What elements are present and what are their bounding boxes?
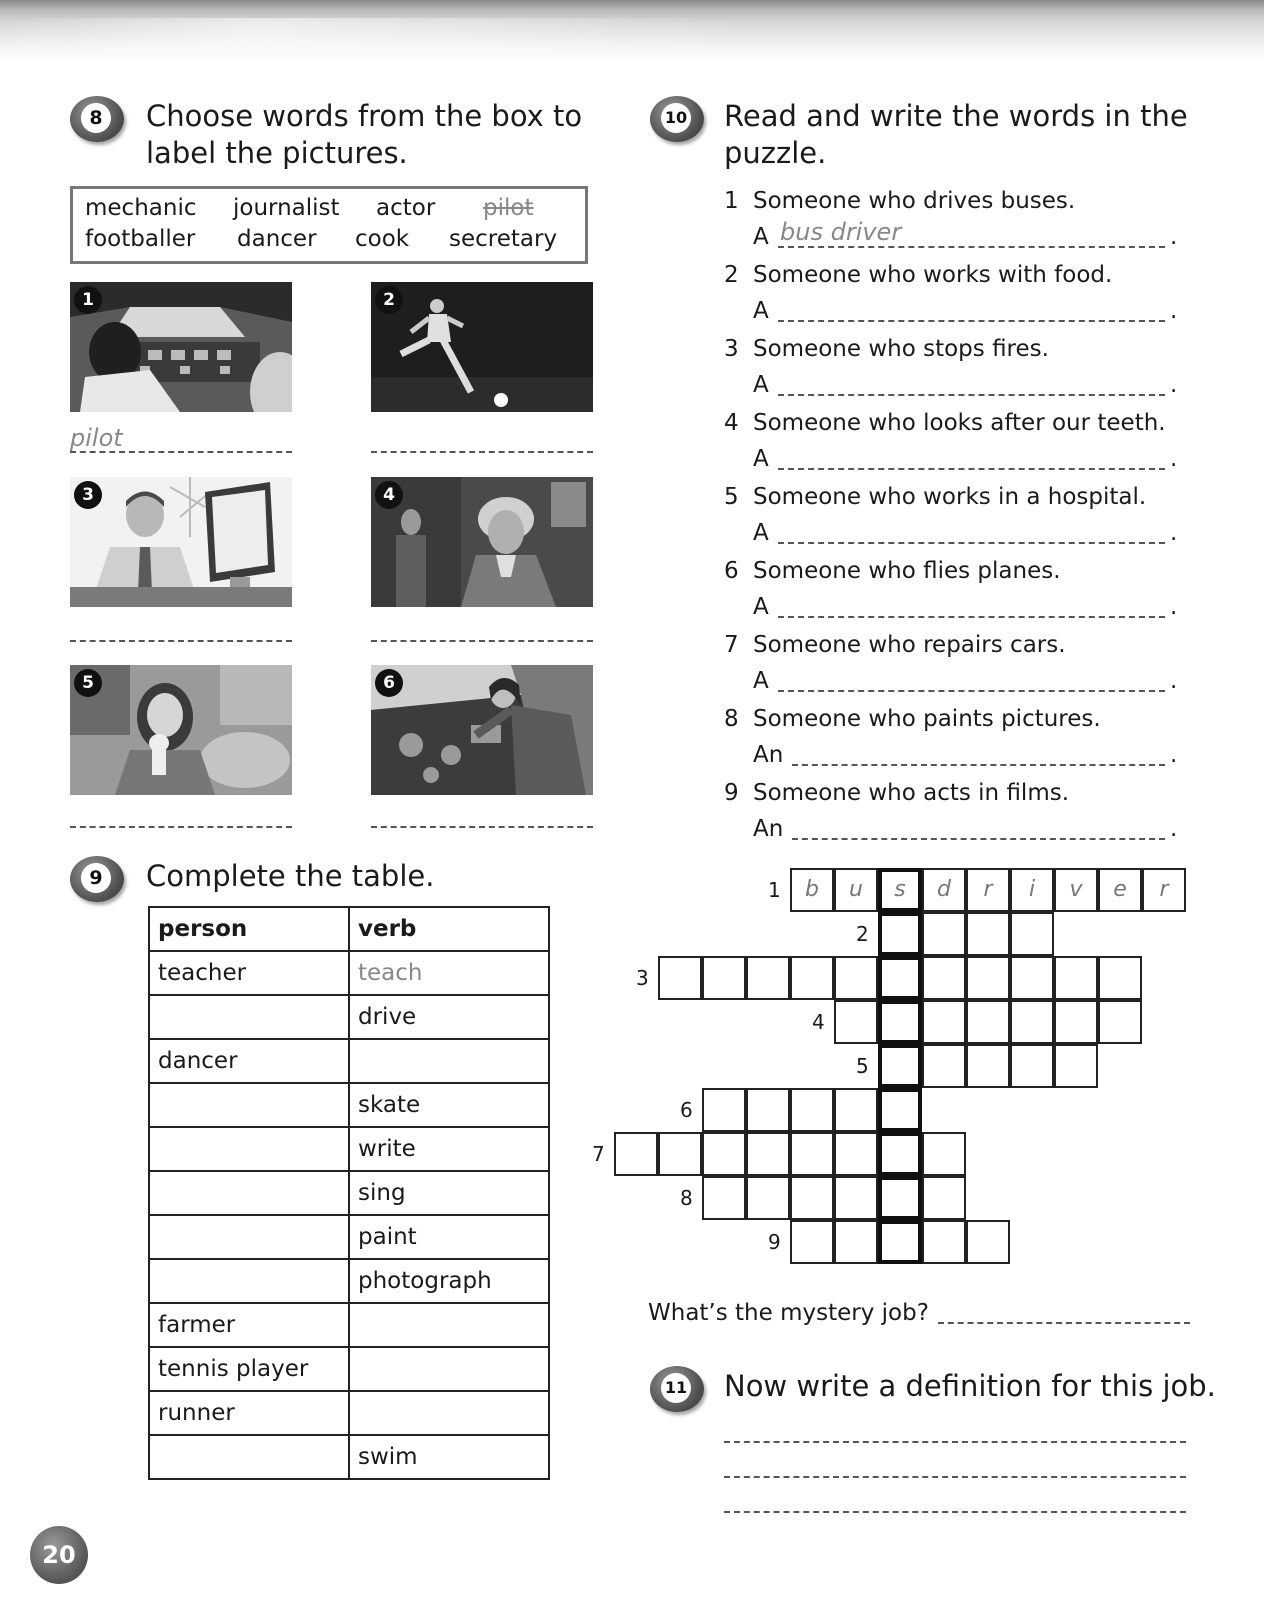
table-cell-verb: skate <box>349 1083 549 1127</box>
crossword-cell[interactable]: r <box>1142 868 1186 912</box>
crossword-cell[interactable] <box>922 1000 966 1044</box>
exercise-9-number: 9 <box>81 863 111 893</box>
clue-article: A <box>753 372 769 398</box>
photo-2-illustration <box>371 282 593 412</box>
clue-text: Someone who looks after our teeth. <box>753 410 1166 436</box>
clue-number: 6 <box>724 558 739 584</box>
photo-5-answer-line[interactable] <box>70 826 292 828</box>
crossword-cell[interactable] <box>746 1176 790 1220</box>
table-cell-person[interactable] <box>149 1259 349 1303</box>
exercise-10-heading <box>724 98 1188 172</box>
crossword-cell[interactable] <box>702 956 746 1000</box>
table-row <box>149 1347 549 1391</box>
table-cell-person[interactable] <box>149 1215 349 1259</box>
table-cell-person: teacher <box>149 951 349 995</box>
word-footballer: footballer <box>85 226 196 252</box>
definition-line-3[interactable] <box>724 1511 1186 1513</box>
photo-1-answer-line[interactable] <box>70 451 292 453</box>
mystery-letter-cell[interactable] <box>878 912 922 956</box>
table-cell-person[interactable] <box>149 1127 349 1171</box>
table-row <box>149 1435 549 1479</box>
photo-2-footballer <box>371 282 593 412</box>
mystery-letter-cell[interactable] <box>878 1220 922 1264</box>
crossword-cell[interactable] <box>790 1220 834 1264</box>
exercise-10-instruction-line2: puzzle. <box>724 136 827 170</box>
clue-number: 1 <box>724 188 739 214</box>
table-row <box>149 1391 549 1435</box>
definition-line-2[interactable] <box>724 1476 1186 1478</box>
crossword-clue-number: 3 <box>636 966 649 990</box>
clue-full-stop: . <box>1170 446 1178 472</box>
clue-full-stop: . <box>1170 594 1178 620</box>
mystery-letter-cell[interactable] <box>878 1088 922 1132</box>
table-row <box>149 1083 549 1127</box>
clue-answer-line[interactable] <box>778 542 1165 544</box>
table-row <box>149 1127 549 1171</box>
table-row <box>149 1259 549 1303</box>
clue-number: 4 <box>724 410 739 436</box>
mystery-letter-cell[interactable] <box>878 1176 922 1220</box>
clue-number: 3 <box>724 336 739 362</box>
crossword-cell[interactable] <box>834 1132 878 1176</box>
photo-3-illustration <box>70 477 292 607</box>
table-cell-person[interactable] <box>149 1171 349 1215</box>
clue-full-stop: . <box>1170 816 1178 842</box>
mystery-letter-cell[interactable] <box>878 956 922 1000</box>
photo-4-answer-line[interactable] <box>371 640 593 642</box>
table-cell-verb[interactable] <box>349 1303 549 1347</box>
clue-article: A <box>753 298 769 324</box>
exercise-9-instruction: Complete the table. <box>146 859 435 893</box>
photo-2-answer-line[interactable] <box>371 451 593 453</box>
crossword-cell[interactable] <box>746 956 790 1000</box>
crossword-cell[interactable] <box>1098 1000 1142 1044</box>
crossword-cell[interactable] <box>702 1088 746 1132</box>
crossword-cell[interactable] <box>702 1132 746 1176</box>
mystery-letter-cell[interactable]: s <box>878 868 922 912</box>
table-cell-verb[interactable] <box>349 1347 549 1391</box>
crossword-cell[interactable] <box>790 1176 834 1220</box>
photo-6-number: 6 <box>375 669 403 697</box>
table-cell-verb[interactable] <box>349 1039 549 1083</box>
crossword-cell[interactable] <box>702 1176 746 1220</box>
clue-answer-line[interactable] <box>778 468 1165 470</box>
crossword-cell[interactable] <box>834 956 878 1000</box>
crossword-clue-number: 1 <box>768 878 781 902</box>
crossword-cell[interactable] <box>966 956 1010 1000</box>
crossword-cell[interactable] <box>1054 1044 1098 1088</box>
mystery-job-answer-line[interactable] <box>938 1322 1190 1324</box>
clue-answer-line[interactable] <box>778 320 1165 322</box>
crossword-cell[interactable] <box>834 1088 878 1132</box>
mystery-job-question: What’s the mystery job? <box>648 1300 929 1326</box>
crossword-cell[interactable] <box>922 1176 966 1220</box>
photo-3-number: 3 <box>74 481 102 509</box>
clue-number: 8 <box>724 706 739 732</box>
clue-answer-line[interactable] <box>792 838 1165 840</box>
word-box <box>70 186 588 264</box>
crossword-cell[interactable] <box>658 1132 702 1176</box>
table-cell-person: dancer <box>149 1039 349 1083</box>
clue-number: 9 <box>724 780 739 806</box>
crossword-clue-number: 7 <box>592 1142 605 1166</box>
definition-line-1[interactable] <box>724 1441 1186 1443</box>
table-row <box>149 1215 549 1259</box>
clue-number: 2 <box>724 262 739 288</box>
photo-3-office-man <box>70 477 292 607</box>
exercise-8-heading <box>146 98 582 172</box>
crossword-cell[interactable] <box>658 956 702 1000</box>
photo-3-answer-line[interactable] <box>70 640 292 642</box>
clue-article: A <box>753 594 769 620</box>
exercise-8-instruction-line2: label the pictures. <box>146 136 408 170</box>
clue-article: A <box>753 446 769 472</box>
crossword-cell[interactable]: i <box>1010 868 1054 912</box>
crossword-cell[interactable] <box>966 1000 1010 1044</box>
top-band-highlight <box>0 18 1264 52</box>
table-cell-person[interactable] <box>149 1083 349 1127</box>
crossword-cell[interactable]: b <box>790 868 834 912</box>
table-row <box>149 951 549 995</box>
photo-5-number: 5 <box>74 669 102 697</box>
mystery-letter-cell[interactable] <box>878 1044 922 1088</box>
clue-article: A <box>753 224 769 250</box>
crossword-cell[interactable] <box>834 1000 878 1044</box>
crossword-cell[interactable]: e <box>1098 868 1142 912</box>
crossword-cell[interactable]: d <box>922 868 966 912</box>
table-cell-verb: paint <box>349 1215 549 1259</box>
clue-text: Someone who drives buses. <box>753 188 1076 214</box>
crossword-clue-number: 6 <box>680 1098 693 1122</box>
clue-answer-line[interactable] <box>792 764 1165 766</box>
clue-text: Someone who repairs cars. <box>753 632 1066 658</box>
clue-full-stop: . <box>1170 742 1178 768</box>
clue-answer-line[interactable] <box>778 394 1165 396</box>
crossword-cell[interactable] <box>1010 1044 1054 1088</box>
clue-answer-line[interactable] <box>778 616 1165 618</box>
table-header-row <box>149 907 549 951</box>
person-verb-table <box>148 906 550 1480</box>
photo-5-illustration <box>70 665 292 795</box>
photo-6-illustration <box>371 665 593 795</box>
crossword-cell[interactable]: v <box>1054 868 1098 912</box>
crossword-cell[interactable] <box>746 1132 790 1176</box>
table-row <box>149 1303 549 1347</box>
crossword-cell[interactable]: u <box>834 868 878 912</box>
table-cell-verb-answer[interactable]: teach <box>349 951 549 995</box>
crossword-cell[interactable] <box>966 912 1010 956</box>
clue-article: An <box>753 742 784 768</box>
crossword-clue-number: 4 <box>812 1010 825 1034</box>
word-mechanic: mechanic <box>85 195 197 221</box>
clue-article: A <box>753 520 769 546</box>
crossword-cell[interactable] <box>922 956 966 1000</box>
crossword-clue-number: 2 <box>856 922 869 946</box>
clue-full-stop: . <box>1170 224 1178 250</box>
crossword-cell[interactable] <box>790 956 834 1000</box>
clue-full-stop: . <box>1170 668 1178 694</box>
exercise-11-number: 11 <box>661 1373 691 1403</box>
crossword-cell[interactable] <box>1054 956 1098 1000</box>
crossword-cell[interactable] <box>966 1044 1010 1088</box>
mystery-letter-cell[interactable] <box>878 1132 922 1176</box>
table-row <box>149 1039 549 1083</box>
clue-text: Someone who flies planes. <box>753 558 1061 584</box>
clue-text: Someone who works with food. <box>753 262 1113 288</box>
header-person: person <box>149 907 349 951</box>
photo-1-number: 1 <box>74 286 102 314</box>
exercise-11-badge <box>650 1366 704 1412</box>
clue-answer[interactable]: bus driver <box>780 218 902 246</box>
clue-number: 5 <box>724 484 739 510</box>
crossword-cell[interactable] <box>922 1220 966 1264</box>
clue-text: Someone who paints pictures. <box>753 706 1101 732</box>
clue-text: Someone who works in a hospital. <box>753 484 1147 510</box>
clue-answer-line[interactable] <box>778 690 1165 692</box>
clue-answer-line[interactable] <box>778 246 1165 248</box>
crossword-cell[interactable] <box>922 912 966 956</box>
crossword-cell[interactable] <box>834 1176 878 1220</box>
table-cell-verb: drive <box>349 995 549 1039</box>
clue-full-stop: . <box>1170 520 1178 546</box>
photo-4-illustration <box>371 477 593 607</box>
word-cook: cook <box>355 226 410 252</box>
table-cell-person: runner <box>149 1391 349 1435</box>
clue-article: A <box>753 668 769 694</box>
table-cell-verb: photograph <box>349 1259 549 1303</box>
exercise-10-number: 10 <box>661 103 691 133</box>
table-cell-verb: sing <box>349 1171 549 1215</box>
crossword-cell[interactable] <box>966 1220 1010 1264</box>
crossword-cell[interactable] <box>790 1132 834 1176</box>
clue-full-stop: . <box>1170 372 1178 398</box>
photo-1-answer[interactable]: pilot <box>70 424 123 452</box>
exercise-8-instruction-line1: Choose words from the box to <box>146 99 583 133</box>
clue-text: Someone who acts in films. <box>753 780 1070 806</box>
exercise-8-number: 8 <box>81 103 111 133</box>
photo-1-pilot <box>70 282 292 412</box>
photo-1-illustration <box>70 282 292 412</box>
crossword-cell[interactable] <box>790 1088 834 1132</box>
word-secretary: secretary <box>449 226 558 252</box>
table-cell-verb: write <box>349 1127 549 1171</box>
photo-6-mechanic <box>371 665 593 795</box>
crossword-cell[interactable]: r <box>966 868 1010 912</box>
exercise-11-instruction: Now write a definition for this job. <box>724 1369 1216 1403</box>
table-cell-person[interactable] <box>149 995 349 1039</box>
crossword-cell[interactable] <box>614 1132 658 1176</box>
clue-text: Someone who stops fires. <box>753 336 1049 362</box>
table-cell-verb: swim <box>349 1435 549 1479</box>
clue-full-stop: . <box>1170 298 1178 324</box>
crossword-cell[interactable] <box>1054 1000 1098 1044</box>
exercise-10-badge <box>650 96 704 142</box>
exercise-8-badge <box>70 96 124 142</box>
table-cell-person[interactable] <box>149 1435 349 1479</box>
crossword-clue-number: 5 <box>856 1054 869 1078</box>
table-cell-person: farmer <box>149 1303 349 1347</box>
crossword-clue-number: 8 <box>680 1186 693 1210</box>
mystery-letter-cell[interactable] <box>878 1000 922 1044</box>
exercise-10-instruction-line1: Read and write the words in the <box>724 99 1188 133</box>
photo-6-answer-line[interactable] <box>371 826 593 828</box>
crossword-cell[interactable] <box>1010 1000 1054 1044</box>
word-dancer: dancer <box>237 226 317 252</box>
crossword-cell[interactable] <box>1098 956 1142 1000</box>
word-actor: actor <box>376 195 436 221</box>
page-number: 20 <box>30 1526 88 1584</box>
word-pilot-crossed: pilot <box>483 195 534 221</box>
table-row <box>149 995 549 1039</box>
crossword-cell[interactable] <box>834 1220 878 1264</box>
crossword-cell[interactable] <box>922 1132 966 1176</box>
clue-article: An <box>753 816 784 842</box>
table-cell-verb[interactable] <box>349 1391 549 1435</box>
crossword-cell[interactable] <box>922 1044 966 1088</box>
clue-number: 7 <box>724 632 739 658</box>
header-verb: verb <box>349 907 549 951</box>
photo-2-number: 2 <box>375 286 403 314</box>
photo-4-actor <box>371 477 593 607</box>
table-cell-person: tennis player <box>149 1347 349 1391</box>
photo-5-journalist <box>70 665 292 795</box>
crossword-cell[interactable] <box>1010 912 1054 956</box>
crossword-cell[interactable] <box>746 1088 790 1132</box>
exercise-9-badge <box>70 856 124 902</box>
crossword-clue-number: 9 <box>768 1230 781 1254</box>
crossword-cell[interactable] <box>1010 956 1054 1000</box>
photo-4-number: 4 <box>375 481 403 509</box>
table-row <box>149 1171 549 1215</box>
word-journalist: journalist <box>233 195 340 221</box>
